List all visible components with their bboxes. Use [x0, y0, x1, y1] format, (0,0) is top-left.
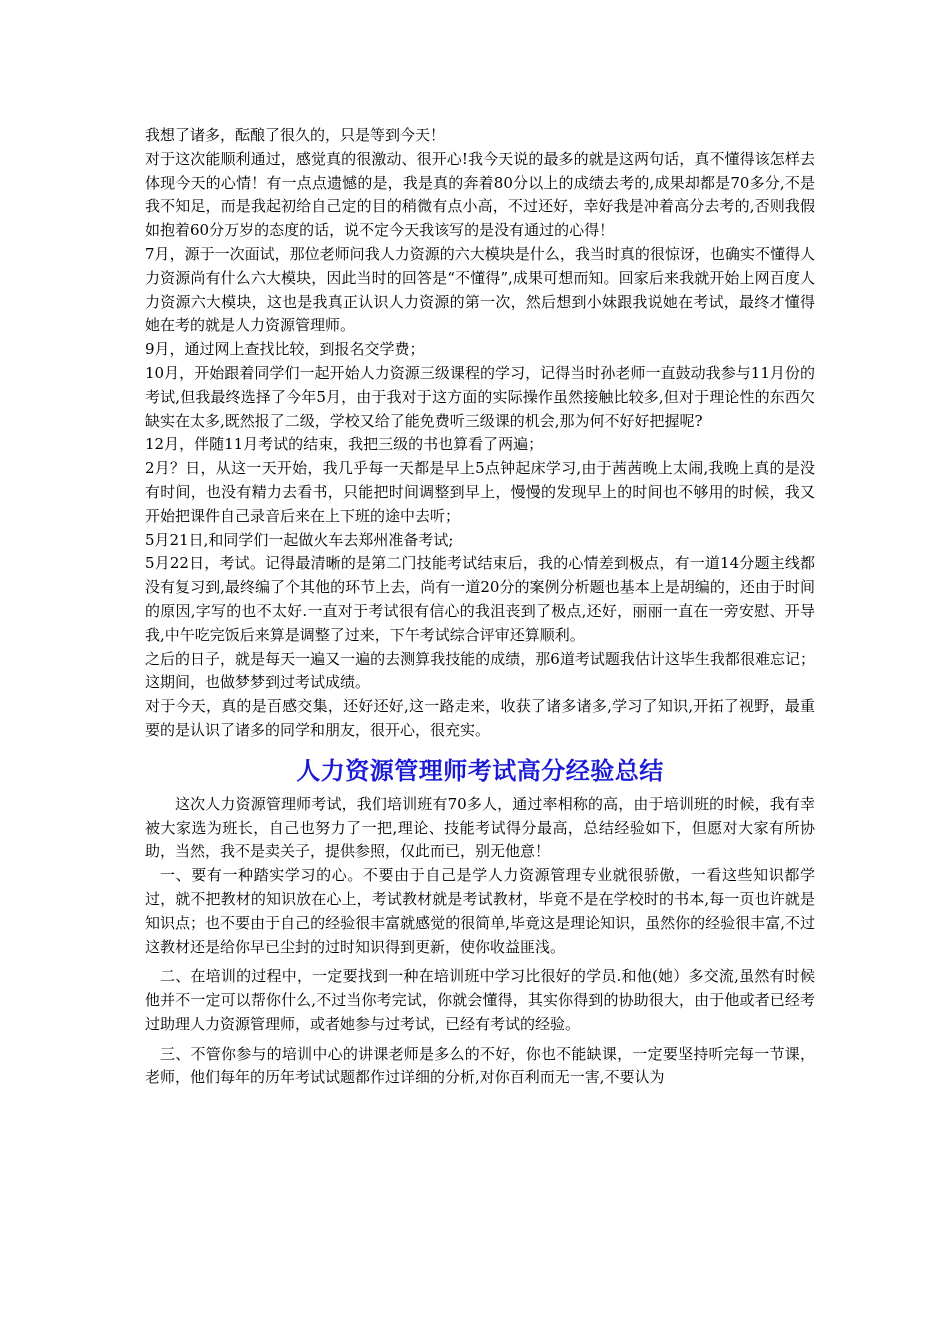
paragraph-feelings: 对于这次能顺利通过，感觉真的很激动、很开心!我今天说的最多的就是这两句话，真不懂得该怎样去体现今天的心情！有一点点遗憾的是，我是真的奔着80分以上的成绩去考的,成果却都是70多分,不是我不知足，而是我起初给自己定的目的稍微有点小高，不过还好，幸好我是冲着高分去考的,否则我假如抱着60分万岁的态度的话，说不定今天我该写的是没有通过的心得！ [145, 149, 815, 240]
paragraph-may-22: 5月22日，考试。记得最清晰的是第二门技能考试结束后，我的心情差到极点，有一道14分题主线都没有复习到,最终编了个其他的环节上去，尚有一道20分的案例分析题也基本上是胡编的，还由于时间的原因,字写的也不太好.一直对于考试很有信心的我沮丧到了极点,还好，丽丽一直在一旁安慰、开导我,中午吃完饭后来算是调整了过来，下午考试综合评审还算顺利。 [145, 554, 815, 644]
paragraph-point-1: 一、要有一种踏实学习的心。不要由于自己是学人力资源管理专业就很骄傲，一看这些知识都学过，就不把教材的知识放在心上，考试教材就是考试教材，毕竟不是在学校时的书本,每一页也许就是知识点；也不要由于自己的经验很丰富就感觉的很简单,毕竟这是理论知识，虽然你的经验很丰富,不过这教材还是给你早已尘封的过时知识得到更新，使你收益匪浅。 [145, 866, 815, 956]
paragraph-intro: 这次人力资源管理师考试，我们培训班有70多人，通过率相称的高，由于培训班的时候，我有幸被大家选为班长，自己也努力了一把,理论、技能考试得分最高，总结经验如下，但愿对大家有所协助，当然，我不是卖关子，提供参照，仅此而已，别无他意！ [145, 794, 815, 861]
paragraph-september: 9月，通过网上查找比较，到报名交学费； [145, 340, 425, 359]
paragraph-july: 7月，源于一次面试，那位老师问我人力资源的六大模块是什么，我当时真的很惊讶，也确实不懂得人力资源尚有什么六大模块，因此当时的回答是“不懂得”,成果可想而知。回家后来我就开始上网百度人力资源六大模块，这也是我真正认识人力资源的第一次，然后想到小妹跟我说她在考试，最终才懂得她在考的就是人力资源管理师。 [145, 244, 815, 335]
document-page [145, 124, 815, 1090]
paragraph-october: 10月，开始跟着同学们一起开始人力资源三级课程的学习，记得当时孙老师一直鼓动我参与11月份的考试,但我最终选择了今年5月，由于我对于这方面的实际操作虽然接触比较多,但对于理论性的东西欠缺实在太多,既然报了二级，学校又给了能免费听三级课的机会,那为何不好好把握呢? [145, 363, 815, 430]
paragraph-december: 12月，伴随11月考试的结束，我把三级的书也算看了两遍； [145, 435, 544, 454]
section-heading: 人力资源管理师考试高分经验总结 [296, 756, 664, 785]
paragraph-afterwards: 之后的日子，就是每天一遍又一遍的去测算我技能的成绩，那6道考试题我估计这毕生我都很难忘记；这期间，也做梦梦到过考试成绩。 [145, 649, 815, 692]
paragraph-february: 2月？日，从这一天开始，我几乎每一天都是早上5点钟起床学习,由于茜茜晚上太闹,我晚上真的是没有时间，也没有精力去看书，只能把时间调整到早上，慢慢的发现早上的时间也不够用的时候，我又开始把课件自己录音后来在上下班的途中去听； [145, 459, 815, 525]
paragraph-point-2: 二、在培训的过程中，一定要找到一种在培训班中学习比很好的学员.和他(她）多交流,虽然有时候他并不一定可以帮你什么,不过当你考完试，你就会懂得，其实你得到的协助很大，由于他或者已经考过助理人力资源管理师，或者她参与过考试，已经有考试的经验。 [145, 967, 815, 1033]
paragraph-opening: 我想了诸多，酝酿了很久的，只是等到今天！ [145, 126, 446, 144]
paragraph-today: 对于今天，真的是百感交集，还好还好,这一路走来，收获了诸多诸多,学习了知识,开拓了视野，最重要的是认识了诸多的同学和朋友，很开心，很充实。 [145, 697, 815, 739]
paragraph-point-3: 三、不管你参与的培训中心的讲课老师是多么的不好，你也不能缺课，一定要坚持听完每一节课，老师，他们每年的历年考试试题都作过详细的分析,对你百利而无一害,不要认为 [145, 1044, 815, 1087]
paragraph-may-21: 5月21日,和同学们一起做火车去郑州准备考试; [145, 530, 454, 549]
